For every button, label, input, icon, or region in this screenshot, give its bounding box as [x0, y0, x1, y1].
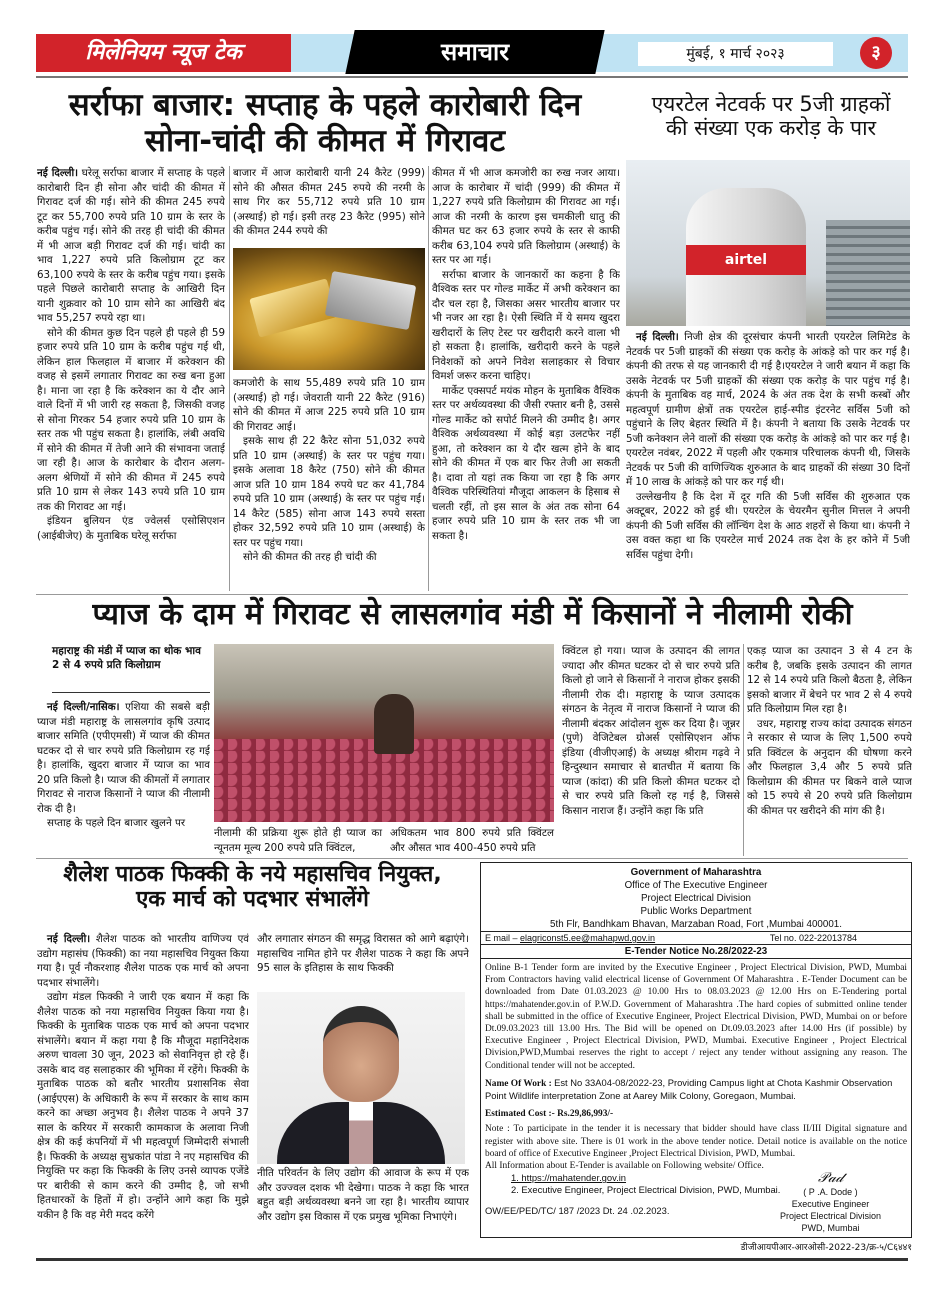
tender-note: Note : To participate in the tender it is necessary that bidder should have class II/III Digital signature and register with above site. There is 01 work in the above tender notice. Detail notice is available on the notice board of office of Executive Engineer ,Project Electrical Division, PWD, Mumbai. — [485, 1124, 907, 1159]
signature-icon: 𝒫𝒶𝒹 — [818, 1170, 843, 1186]
edition-date: मुंबई, १ मार्च २०२३ — [638, 42, 833, 66]
paragraph: कमजोरी के साथ 55,489 रुपये प्रति 10 ग्राम (अस्थाई) हो गई। जेवराती यानी 22 कैरेट (916) सोने की कीमत में आज 225 रुपये प्रति 10 ग्राम की गिरावट आई। — [233, 377, 425, 433]
tender-department: Public Works Department — [640, 906, 752, 917]
footer-rule — [36, 1258, 908, 1261]
paragraph: सोने की कीमत कुछ दिन पहले ही पहले ही 59 हजार रुपये प्रति 10 ग्राम के करीब पहुंच गई थी, लेकिन हाल फिलहाल में बाजार में करेक्शन की वजह से इसमें लगातार गिरावट का रुख बना हुआ है। माना जा रहा है कि करेक्शन का ये दौर आने वाले दिनों में भी जारी रह सकता है, जिसकी वजह से सोना गिरकर 54 हजार रुपये प्रति 10 ग्राम के स्तर तक भी पहुंच सकता है। हालांकि, लंबी अवधि में सोने की कीमत में तेजी आने की संभावना जताई जा रही है। आज के कारोबार के दौरान अलग-अलग श्रेणियों में सोने की कीमत में 245 रुपये प्रति 10 ग्राम से लेकर 143 रुपये प्रति 10 ग्राम तक की गिरावट आ गई। — [37, 326, 225, 513]
paragraph: एशिया की सबसे बड़ी प्याज मंडी महाराष्ट्र के लासलगांव कृषि उत्पाद बाजार समिति (एपीएमसी) में प्याज की कीमत घटकर दो से चार रुपये प्रति किलोग्राम रह गई है। हालांकि, खुदरा बाजार में प्याज का भाव 20 प्रति किलो है। प्याज की कीमतों में लगातार गिरावट से नाराज किसानों ने प्याज की नीलामी रोक दी है। — [37, 701, 210, 815]
column-rule — [229, 166, 230, 591]
paragraph: सर्राफा बाजार के जानकारों का कहना है कि वैश्विक स्तर पर गोल्ड मार्केट में अभी करेक्शन का दौर चल रहा है, जिसका असर भारतीय बाजार पर भी नजर आ रहा है। ऐसी स्थिति में ये समय खुदरा खरीदारों के लिए टेस्ट पर खरीदारी करने वाला भी हो सकता है। हालांकि, खरीदारी करने के पहले निवेशकों को अपने निवेश सलाहकार से विचार विमर्श जरूर करना चाहिए। — [432, 268, 620, 382]
airtel-building-photo — [626, 160, 910, 326]
paragraph: उधर, महाराष्ट्र राज्य कांदा उत्पादक संगठन ने सरकार से प्याज के लिए 1,500 रुपये प्रति क्विंटल के अनुदान की घोषणा करने और फिलहाल 3,4 और 5 रुपये प्रति किलोग्राम की कीमत पर बिकने वाले प्याज को 15 रुपये से 20 रुपये प्रति किलोग्राम की कीमत पर खरीदने की मांग की है। — [747, 717, 912, 817]
page-number: ३ — [860, 37, 892, 69]
signatory-location: PWD, Mumbai — [801, 1223, 860, 1233]
email-line — [485, 932, 655, 944]
paragraph: एकड़ प्याज का उत्पादन 3 से 4 टन के करीब है, जबकि इसके उत्पादन की लागत 12 से 14 रुपये प्रति किलो बैठता है, लेकिन इसको बाजार में बेचने पर भाव 2 से 4 रुपये प्रति किलोग्राम मिल रहा है। — [747, 645, 912, 715]
airtel-headline-line2: की संख्या एक करोड़ के पार — [665, 116, 877, 141]
ficci-column-2-bottom — [257, 1166, 469, 1262]
signatory-name: ( P .A. Dode ) — [803, 1187, 858, 1197]
paragraph: सप्ताह के पहले दिन बाजार खुलने पर — [47, 817, 186, 829]
divider — [36, 76, 908, 78]
paragraph: क्विंटल हो गया। प्याज के उत्पादन की लागत ज्यादा और कीमत घटकर दो से चार रुपये प्रति किलो हो जाने से किसानों ने नाराज होकर इसकी नीलामी रोक दी। महाराष्ट्र के प्याज उत्पादक संगठन के नेतृत्व में नाराज किसानों ने प्याज की नीलामी बंदकर आंदोलन शुरू कर दिया है। जून्नर (पुणे) वेजिटेबल ग्रोअर्स एसोसिएशन ऑफ इंडिया (वीजीएआई) के अध्यक्ष श्रीराम गढ़वे ने हिन्दुस्थान समाचार से बातचीत में बताया कि प्याज (कांदा) की प्रति किलो कीमत घटकर दो से चार रुपये प्रति किलो रह गई है, जिससे किसान नाराज हैं। उन्होंने कहा कि प्रति — [562, 645, 740, 817]
paragraph: इंडियन बुलियन एंड ज्वेलर्स एसोसिएशन (आईबीजेए) के मुताबिक घरेलू सर्राफा — [37, 515, 225, 542]
side-building-shape — [826, 220, 910, 326]
shailesh-pathak-portrait — [257, 992, 465, 1164]
tender-org: Government of Maharashtra — [630, 867, 762, 878]
paragraph: बाजार में आज कारोबारी यानी 24 कैरेट (999) सोने की औसत कीमत 245 रुपये की नरमी के साथ गिर कर 55,712 रुपये प्रति 10 ग्राम (अस्थाई) हो गई। इसी तरह 23 कैरेट (995) सोने की कीमत 244 रुपये की — [233, 167, 425, 237]
reference-number: OW/EE/PED/TC/ 187 /2023 Dt. 24 .02.2023. — [485, 1204, 670, 1216]
airtel-headline-line1: एयरटेल नेटवर्क पर 5जी ग्राहकों — [651, 92, 891, 116]
silver-bar-shape — [325, 271, 417, 330]
airtel-headline — [625, 92, 917, 140]
ficci-headline — [30, 862, 475, 913]
onion-column-4 — [747, 644, 912, 856]
airtel-sign: airtel — [686, 245, 806, 275]
paragraph: मार्केट एक्सपर्ट मयंक मोहन के मुताबिक वैश्विक स्तर पर अर्थव्यवस्था की जैसी रफ्तार बनी है, उससे गोल्ड मार्केट को सपोर्ट मिलने की उम्मीद है। अगर वैश्विक अर्थव्यवस्था में कोई बड़ा उलटफेर नहीं हुआ, तो करेक्शन का ये दौर खत्म होने के बाद सोने की कीमत में एक बार फिर तेजी आ सकती है। दावा तो यहां तक किया जा रहा है कि अगर वैश्विक परिस्थितियां मौजूदा आकलन के हिसाब से चलती रहीं, तो इस साल के अंत तक सोना 64 हजार रुपये प्रति 10 ग्राम के स्तर तक भी जा सकता है। — [432, 384, 620, 542]
tender-notice-title: E-Tender Notice No.28/2022-23 — [481, 945, 911, 959]
section-text: समाचार — [440, 38, 510, 66]
gold-headline-line2: सोना-चांदी की कीमत में गिरावट — [145, 122, 505, 159]
gold-column-3 — [432, 166, 620, 591]
column-rule — [743, 644, 744, 856]
dateline: नई दिल्ली। — [47, 933, 91, 945]
onion-subhead: महाराष्ट्र की मंडी में प्याज का थोक भाव 2 से 4 रुपये प्रति किलोग्राम — [52, 645, 201, 671]
website-link[interactable]: 1. https://mahatender.gov.in — [511, 1172, 627, 1184]
tender-office: Office of The Executive Engineer — [624, 880, 768, 891]
paragraph: उल्लेखनीय है कि देश में दूर गति की 5जी सर्विस की शुरुआत एक अक्टूबर, 2022 को हुई थी। एयरटेल के चेयरमैन सुनील मित्तल ने अपनी कंपनी की 5जी सर्विस की लॉन्चिंग देश के आठ शहरों से किया था। कंपनी ने उस वक्त कहा था कि एयरटेल मार्च 2024 तक देश के हर कोने में 5जी सर्विस पहुंचा देगी। — [626, 490, 910, 561]
paragraph: शैलेश पाठक को भारतीय वाणिज्य एवं उद्योग महासंघ (फिक्की) का नया महासचिव नियुक्त किया गया है। पूर्व नौकरशाह शैलेश पाठक एक मार्च को अपना पदभार संभालेंगे। — [37, 933, 249, 989]
gold-bars-photo — [233, 248, 425, 370]
onion-headline: प्याज के दाम में गिरावट से लासलगांव मंडी में किसानों ने नीलामी रोकी — [92, 597, 853, 632]
tender-division: Project Electrical Division — [641, 893, 751, 904]
gold-headline-line1: सर्राफा बाजार: सप्ताह के पहले कारोबारी दिन — [68, 87, 582, 123]
gold-headline — [30, 88, 620, 159]
signatory-title: Executive Engineer — [791, 1199, 870, 1209]
paragraph: उद्योग मंडल फिक्की ने जारी एक बयान में कहा कि शैलेश पाठक को नया महासचिव नियुक्त किया गया है। फिक्की के मुताबिक पाठक एक मार्च को अपना पदभार संभालेंगे। बयान में कहा गया है कि मौजूदा महानिदेशक अरुण चावला 30 जून, 2023 को सेवानिवृत्त हो रहे हैं। उसके बाद वह सलाहकार की भूमिका में रहेंगे। फिक्की के मुताबिक पाठक को बतौर भारतीय प्रशासनिक सेवा (आईएएस) के अधिकारी के रूप में सरकार के साथ काम करने का अच्छा अनुभव है। शैलेश पाठक ने अपने 37 साल के करियर में सरकारी कामकाज के अलावा निजी क्षेत्र की कई कंपनियों में भी महत्वपूर्ण जिम्मेदारी संभाली है। फिक्की के अध्यक्ष सुभ्रकांत पांडा ने नए महासचिव की नियुक्ति पर कहा कि फिक्की के लिए उनसे व्यापक एजेंडे पर बारीकी से काम करने की उम्मीद है, जो सभी हितधारकों के हितों में हो। उन्होंने आगे कहा कि मुझे यकीन है कि वह मेरी मदद करेंगे — [37, 991, 249, 1221]
ficci-column-2-top — [257, 932, 469, 990]
gold-bar-shape — [249, 278, 337, 337]
dateline: नई दिल्ली/नासिक। — [47, 701, 120, 713]
ficci-headline-line1: शैलेश पाठक फिक्की के नये महासचिव नियुक्त, — [63, 862, 442, 887]
email-label: E mail – — [485, 933, 521, 943]
tender-address: 5th Flr, Bandhkam Bhavan, Marzaban Road, Fort ,Mumbai 400001. — [550, 919, 842, 930]
paragraph: नीति परिवर्तन के लिए उद्योग की आवाज के रूप में एक और उज्ज्वल दशक भी देखेगा। पाठक ने कहा कि भारत बहुत बड़ी अर्थव्यवस्था बनने जा रहा है। भारतीय व्यापार और उद्योग इस विकास में एक प्रमुख भूमिका निभाएंगे। — [257, 1167, 469, 1223]
work-description: Est No 33A04-08/2022-23, Providing Campus light at Chota Kashmir Observation Point Wildlife interpretation Zone at Aarey Milk Colony, Goregaon, Mumbai. — [485, 1076, 893, 1102]
paragraph: घरेलू सर्राफा बाजार में सप्ताह के पहले कारोबारी दिन ही सोना और चांदी की कीमत में गिरावट दर्ज की गई। सोने की कीमत 245 रुपये टूट कर 55,700 रुपये प्रति 10 ग्राम के स्तर के करीब पहुंच गई। सोने की तरह ही चांदी की कीमत में भी आज बड़ी गिरावट दर्ज की गई। चांदी का भाव 1,227 रुपये प्रति किलोग्राम टूट कर 63,100 रुपये के स्तर के करीब पहुंच गया। इसके पहले पिछले कारोबारी सप्ताह के आखिरी दिन यानी शुक्रवार को 10 ग्राम सोने का आखिरी बंद भाव 55,257 रुपये रहा था। — [37, 167, 225, 324]
paragraph: सोने की कीमत की तरह ही चांदी की — [243, 551, 377, 563]
signatory-division: Project Electrical Division — [779, 1211, 881, 1221]
signature-block — [780, 1170, 881, 1234]
tender-body: Online B-1 Tender form are invited by the Executive Engineer , Project Electrical Division, PWD, Mumbai From Contractors having valid electrical license of Government Of Maharashtra . E-Tender Document can be downloaded from Date 01.03.2023 @ 10.00 Hrs to 08.03.2023 @ 12.00 Hrs on E-Tendering portal https://mahatender.gov.in of P.W.D. Government of Maharashtra .The hard copies of submitted online tender shall be submitted in the office of Executive Engineer, Project Electrical Division, PWD, Mumbai on or before Dt.09.03.2023 till 13.00 Hrs. The Bid will be opened on Dt.09.03.2023 after 14.00 Hrs (if possible) by Executive Engineer , Project Electrical Division, PWD, Mumbai. Executive Engineer , Project Electrical Division,PWD,Mumbai reserves the right to accept / reject any tender without assigning any reason. The Conditional tender will not be accepted. — [485, 963, 907, 1071]
onion-market-photo — [214, 644, 554, 822]
dateline: नई दिल्ली। — [37, 167, 79, 179]
email-link[interactable]: elagriconst5.ee@mahapwd.gov.in — [520, 933, 656, 943]
divider — [36, 858, 908, 859]
gold-column-2-bottom — [233, 376, 425, 591]
ficci-headline-line2: एक मार्च को पदभार संभालेंगे — [136, 887, 369, 913]
airtel-body — [626, 330, 910, 592]
dateline: नई दिल्ली। — [636, 331, 679, 343]
e-tender-notice — [480, 862, 912, 1238]
divider — [36, 594, 908, 595]
paragraph: निजी क्षेत्र की दूरसंचार कंपनी भारती एयरटेल लिमिटेड के नेटवर्क पर 5जी ग्राहकों की संख्या एक करोड़ के आंकड़े को पार कर गई है। कंपनी की तरफ से यह जानकारी दी गई है।एयरटेल ने जारी बयान में कहा कि उसके नेटवर्क पर 5जी ग्राहकों की संख्या एक करोड़ के पार पहुंच गई है। कंपनी के मुताबिक वह मार्च, 2024 के अंत तक देश के सभी कस्बों और महत्वपूर्ण ग्रामीण क्षेत्रों तक एयरटेल हाई-स्पीड इंटरनेट सर्विस 5जी को पहुंचाने के लिए बेहतर स्थिति में है। कंपनी ने बताया कि उसके नेटवर्क पर 5जी कनेक्शन लेने वालों की संख्या एक करोड़ के आंकड़े को पार कर गई है। एयरटेल नवंबर, 2022 में पहली और एकमात्र परिचालक कंपनी थी, जिसके नेटवर्क पर 5जी की वाणिज्यिक शुरुआत के बाद ग्राहकों की संख्या 30 दिनों में 10 लाख के आंकड़े को पार कर गई थी। — [626, 331, 910, 488]
column-rule — [428, 166, 429, 591]
onion-caption-1: नीलामी की प्रक्रिया शुरू होते ही प्याज का न्यूनतम मूल्य 200 रुपये प्रति क्विंटल, — [214, 827, 382, 854]
paragraph: और लगातार संगठन की समृद्ध विरासत को आगे बढ़ाएंगे। महासचिव नामित होने पर शैलेश पाठक ने कहा कि अपने 95 साल के इतिहास के साथ फिक्की — [257, 933, 469, 974]
contact-row — [481, 931, 911, 945]
tender-info: All Information about E-Tender is available on Following website/ Office. — [485, 1161, 764, 1172]
ficci-column-1 — [37, 932, 249, 1262]
onion-column-1 — [37, 700, 210, 860]
divider — [52, 692, 210, 693]
brand-logo: मिलेनियम न्यूज टेक — [36, 34, 291, 72]
gold-column-2-top — [233, 166, 425, 238]
work-label: Name Of Work : — [485, 1078, 552, 1089]
telephone: Tel no. 022-22013784 — [769, 933, 857, 943]
dgipr-code: डीजीआयपीआर-आरओसी-2022-23/क्र-५/C६४४१ — [740, 1243, 912, 1253]
section-label — [345, 30, 604, 74]
paragraph: इसके साथ ही 22 कैरेट सोना 51,032 रुपये प्रति 10 ग्राम (अस्थाई) के स्तर पर पहुंच गया। इसके अलावा 18 कैरेट (750) सोने की कीमत आज प्रति 10 ग्राम 184 रुपये घट कर 41,784 रुपये प्रति 10 ग्राम (अस्थाई) के स्तर पर पहुंच गई। 14 कैरेट (585) सोना आज 143 रुपये सस्ता होकर 32,592 रुपये प्रति 10 ग्राम (अस्थाई) के स्तर पर पहुंच गया। — [233, 435, 425, 549]
shirt-tie-shape — [349, 1102, 373, 1164]
paragraph: कीमत में भी आज कमजोरी का रुख नजर आया। आज के कारोबार में चांदी (999) की कीमत में 1,227 रुपये प्रति किलोग्राम की गिरावट आ गई। आज की नरमी के कारण इस चमकीली धातु की कीमत घट कर 63 हजार रुपये के स्तर से काफी करीब 63,104 रुपये प्रति किलोग्राम (अस्थाई) के स्तर पर आ गई। — [432, 167, 620, 266]
office-item: 2. Executive Engineer, Project Electrical Division, PWD, Mumbai. — [511, 1184, 781, 1196]
gold-column-1 — [37, 166, 225, 591]
farmer-figure — [374, 694, 414, 754]
onion-caption-2: अधिकतम भाव 800 रुपये प्रति क्विंटल और औसत भाव 400-450 रुपये प्रति — [390, 827, 554, 854]
name-of-work — [481, 1075, 911, 1105]
estimated-cost: Estimated Cost :- Rs.29,86,993/- — [485, 1109, 614, 1120]
face-shape — [323, 1006, 399, 1102]
onion-column-3 — [562, 644, 740, 856]
